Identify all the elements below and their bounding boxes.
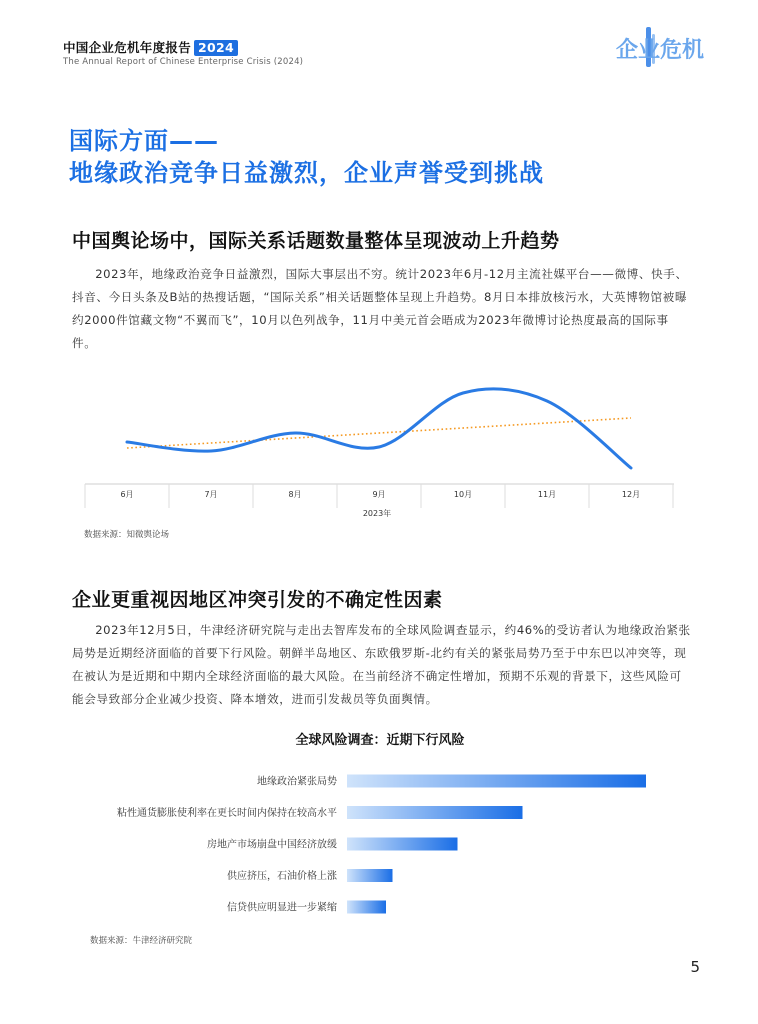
x-tick-label: 12月 [621,490,641,499]
block2-paragraph: 2023年12月5日，牛津经济研究院与走出去智库发布的全球风险调查显示，约46%的受访者认为地缘政治紧张局势是近期经济面临的首要下行风险。朝鲜半岛地区、东欧俄罗斯-北约有关的紧张局势乃至于中东巴以冲突等，现在被认为是近期和中期内全球经济面临的最大风险。在当前经济不确定性增加，预期不乐观的背景下，这些风险可能会导致部分企业减少投资、降本增效，进而引发裁员等负面舆情。 [72,623,691,706]
trend-line [127,418,631,448]
bar-chart [60,760,680,920]
section-title-line1: 国际方面—— [69,127,219,155]
x-tick-label: 9月 [372,490,386,499]
report-title [63,38,238,56]
brand-logo-icon [616,24,705,70]
block1-paragraph: 2023年，地缘政治竞争日益激烈，国际大事层出不穷。统计2023年6月-12月主流社媒平台——微博、快手、抖音、今日头条及B站的热搜话题，“国际关系”相关话题整体呈现上升趋势。8月日本排放核污水，大英博物馆被曝约2000件馆藏文物“不翼而飞”，10月以色列战争，11月中美元首会晤成为2023年微博讨论热度最高的国际事件。 [72,267,688,350]
bar-category-label: 信贷供应明显进一步紧缩 [227,902,337,914]
x-axis-title: 2023年 [362,509,392,518]
series-line [127,389,631,468]
bar-category-label: 房地产市场崩盘中国经济放缓 [207,839,337,851]
bar-category-label: 粘性通货膨胀使利率在更长时间内保持在较高水平 [117,808,337,819]
x-tick-label: 6月 [120,490,134,499]
section-title-line2: 地缘政治竞争日益激烈，企业声誉受到挑战 [69,159,544,187]
bar [347,901,386,914]
report-title-text: 中国企业危机年度报告 [63,40,192,55]
brand-logo [616,24,705,70]
logo-wordmark: 企业危机 [616,38,705,63]
x-tick-label: 10月 [453,490,473,499]
block1-source: 数据来源：知微舆论场 [84,530,170,540]
page-number: 5 [690,958,700,976]
block1-heading: 中国舆论场中，国际关系话题数量整体呈现波动上升趋势 [72,230,560,252]
block2-source: 数据来源：牛津经济研究院 [90,936,193,946]
report-year-badge: 2024 [194,40,238,56]
report-subtitle: The Annual Report of Chinese Enterprise Crisis (2024) [63,57,304,67]
bar-category-label: 供应挤压，石油价格上涨 [227,871,337,882]
bar [347,806,523,819]
bar [347,775,646,788]
bar-category-label: 地缘政治紧张局势 [257,776,337,788]
block2-heading: 企业更重视因地区冲突引发的不确定性因素 [72,589,443,611]
bar-chart-title: 全球风险调查：近期下行风险 [295,733,465,748]
bar [347,838,458,851]
bar [347,869,393,882]
x-tick-label: 8月 [288,490,302,499]
x-tick-label: 11月 [537,490,557,499]
line-chart [85,358,685,523]
x-tick-label: 7月 [204,490,218,499]
